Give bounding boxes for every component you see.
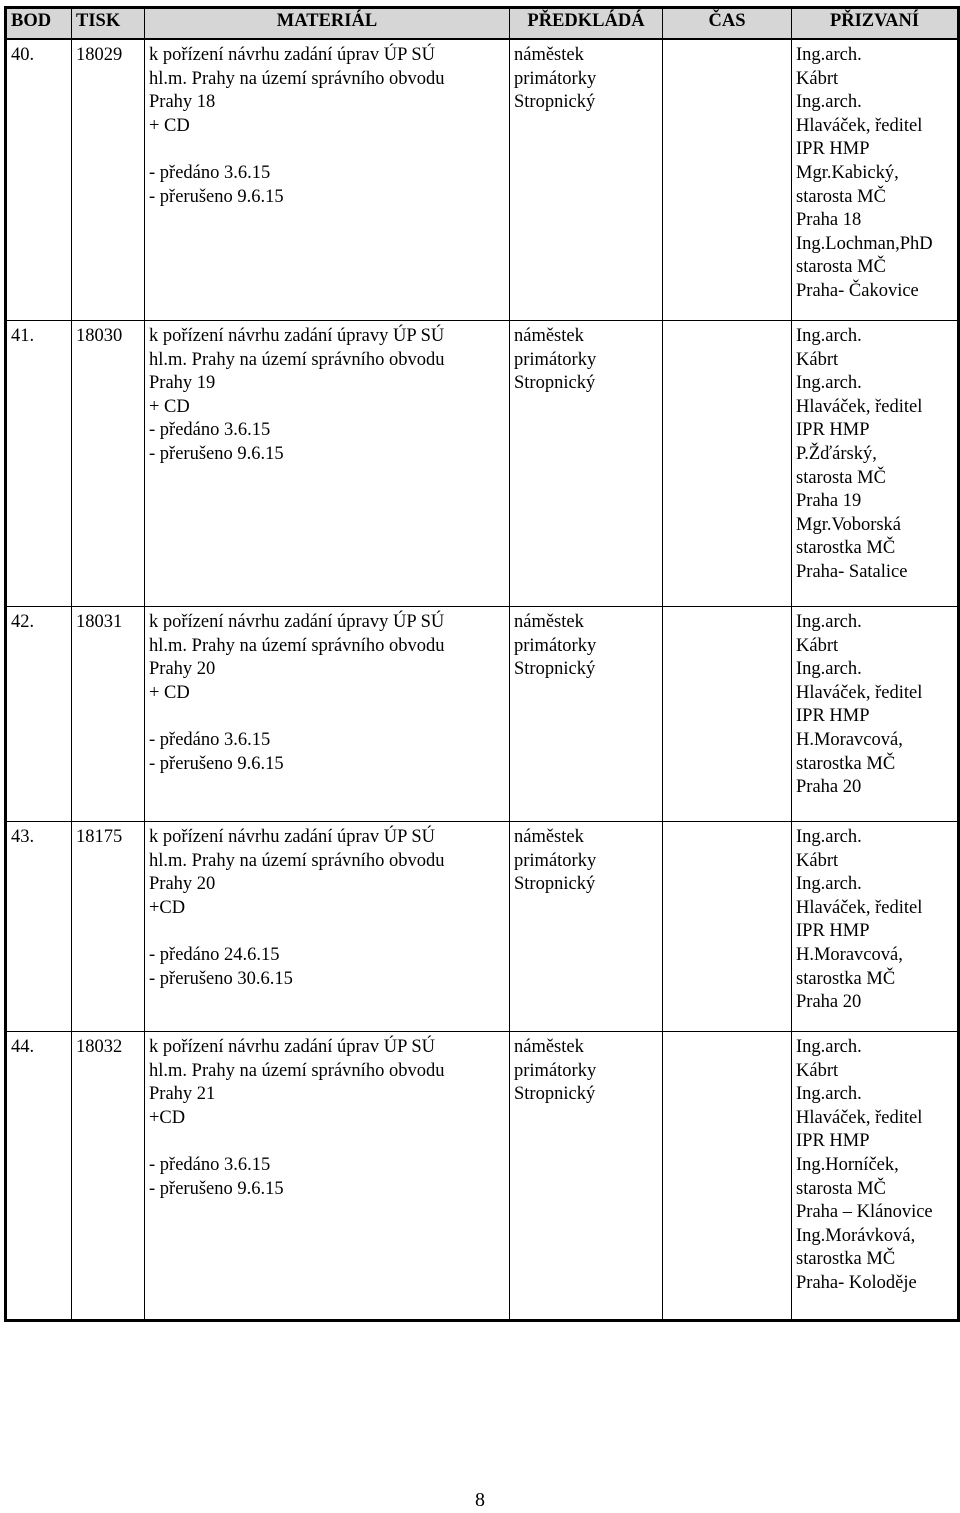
cell-line: Ing.arch. [796,92,862,113]
cell-line: - přerušeno 9.6.15 [149,753,284,774]
cell-line: Ing.arch. [796,326,862,346]
table-row [6,39,959,321]
cell-line: Prahy 21 [149,1084,216,1105]
cell-line: Ing.arch. [796,1084,862,1105]
cell-line: Prahy 20 [149,874,216,895]
cell-line: Stropnický [514,92,596,113]
cell-prizvani [792,607,959,822]
cell-cas [663,39,792,321]
cell-predklada [510,1032,663,1321]
cell-line: starostka MČ [796,753,896,774]
header-bod: BOD [6,8,72,40]
cell-line: hl.m. Prahy na území správního obvodu [149,349,445,370]
cell-line: - přerušeno 9.6.15 [149,1178,284,1199]
cell-line: + CD [149,115,190,136]
cell-line: Hlaváček, ředitel [796,396,923,417]
cell-line: - předáno 24.6.15 [149,944,280,965]
cell-tisk: 18032 [72,1032,145,1321]
cell-line: H.Moravcová, [796,944,903,965]
cell-line [149,1130,505,1154]
cell-material [145,1032,510,1321]
cell-cas [663,822,792,1032]
cell-line: Praha 18 [796,210,862,231]
table-row [6,1032,959,1321]
cell-line: primátorky [514,635,597,656]
table-header-row [6,8,959,40]
cell-line: Ing.Lochman,PhD [796,233,933,254]
cell-line: Stropnický [514,1084,596,1105]
cell-line: náměstek [514,612,584,632]
cell-line: k pořízení návrhu zadání úprav ÚP SÚ [149,1037,435,1057]
cell-line: Ing.Horníček, [796,1154,899,1175]
cell-line [149,705,505,729]
cell-line: Hlaváček, ředitel [796,897,923,918]
agenda-table [4,6,960,1322]
cell-line: hl.m. Prahy na území správního obvodu [149,1060,445,1081]
cell-line: - přerušeno 9.6.15 [149,186,284,207]
header-prizvani: PŘIZVANÍ [792,8,959,40]
cell-line: Ing.arch. [796,1037,862,1057]
cell-predklada [510,321,663,607]
cell-line: Hlaváček, ředitel [796,682,923,703]
cell-line [149,920,505,944]
cell-line: Stropnický [514,874,596,895]
cell-line [149,138,505,162]
cell-line: Prahy 18 [149,92,216,113]
cell-line: Ing.arch. [796,45,862,65]
cell-line: Ing.arch. [796,827,862,847]
cell-line: k pořízení návrhu zadání úprav ÚP SÚ [149,45,435,65]
cell-line: Kábrt [796,850,839,871]
cell-line: starosta MČ [796,186,886,207]
cell-line: Hlaváček, ředitel [796,1107,923,1128]
cell-line: k pořízení návrhu zadání úpravy ÚP SÚ [149,612,445,632]
cell-line: +CD [149,897,186,918]
cell-cas [663,607,792,822]
cell-bod: 41. [6,321,72,607]
cell-prizvani [792,321,959,607]
cell-line: Prahy 19 [149,373,216,394]
cell-line: H.Moravcová, [796,729,903,750]
cell-predklada [510,822,663,1032]
table-row [6,607,959,822]
cell-cas [663,1032,792,1321]
cell-line: náměstek [514,326,584,346]
cell-line: IPR HMP [796,420,870,441]
cell-line: Ing.arch. [796,612,862,632]
cell-bod: 40. [6,39,72,321]
cell-line: k pořízení návrhu zadání úpravy ÚP SÚ [149,326,445,346]
cell-line: Stropnický [514,373,596,394]
cell-tisk: 18029 [72,39,145,321]
cell-line: Praha- Koloděje [796,1272,917,1293]
cell-line: Ing.arch. [796,659,862,680]
cell-tisk: 18031 [72,607,145,822]
cell-material [145,39,510,321]
cell-line: primátorky [514,349,597,370]
cell-line: - předáno 3.6.15 [149,1154,271,1175]
cell-line: Kábrt [796,68,839,89]
cell-line: + CD [149,682,190,703]
table-row [6,822,959,1032]
header-cas: ČAS [663,8,792,40]
cell-line: Mgr.Kabický, [796,162,899,183]
cell-line: Praha – Klánovice [796,1202,933,1223]
cell-tisk: 18175 [72,822,145,1032]
cell-line: - předáno 3.6.15 [149,420,271,441]
cell-bod: 43. [6,822,72,1032]
cell-line: Mgr.Voborská [796,514,902,535]
cell-line: Praha 20 [796,777,862,798]
cell-line: Hlaváček, ředitel [796,115,923,136]
cell-line: Praha- Čakovice [796,280,919,301]
cell-line: Prahy 20 [149,659,216,680]
table-row [6,321,959,607]
cell-line: Ing.Morávková, [796,1225,916,1246]
cell-bod: 44. [6,1032,72,1321]
cell-line: + CD [149,396,190,417]
cell-material [145,822,510,1032]
page-number: 8 [475,1489,485,1511]
cell-line: Stropnický [514,659,596,680]
cell-line: - předáno 3.6.15 [149,162,271,183]
cell-line: IPR HMP [796,706,870,727]
cell-line: Praha 19 [796,491,862,512]
cell-line: P.Žďárský, [796,443,877,464]
cell-line: Kábrt [796,635,839,656]
cell-line: náměstek [514,45,584,65]
cell-line: hl.m. Prahy na území správního obvodu [149,635,445,656]
cell-line: Kábrt [796,349,839,370]
header-tisk: TISK [72,8,145,40]
cell-predklada [510,39,663,321]
cell-material [145,607,510,822]
cell-line: starostka MČ [796,1249,896,1270]
cell-line: - předáno 3.6.15 [149,729,271,750]
cell-line: hl.m. Prahy na území správního obvodu [149,850,445,871]
cell-line: starosta MČ [796,1178,886,1199]
cell-line: IPR HMP [796,1131,870,1152]
cell-line: Kábrt [796,1060,839,1081]
cell-line: starosta MČ [796,257,886,278]
cell-line: primátorky [514,850,597,871]
cell-line: Praha 20 [796,992,862,1013]
cell-line: náměstek [514,827,584,847]
cell-prizvani [792,1032,959,1321]
cell-prizvani [792,39,959,321]
cell-line: Ing.arch. [796,373,862,394]
cell-material [145,321,510,607]
cell-cas [663,321,792,607]
cell-line: hl.m. Prahy na území správního obvodu [149,68,445,89]
cell-line: primátorky [514,1060,597,1081]
cell-line: náměstek [514,1037,584,1057]
cell-line: - přerušeno 30.6.15 [149,968,293,989]
cell-prizvani [792,822,959,1032]
cell-line: starostka MČ [796,538,896,559]
cell-predklada [510,607,663,822]
cell-tisk: 18030 [72,321,145,607]
cell-line: k pořízení návrhu zadání úprav ÚP SÚ [149,827,435,847]
cell-line: Praha- Satalice [796,561,908,582]
cell-line: Ing.arch. [796,874,862,895]
cell-line: primátorky [514,68,597,89]
cell-bod: 42. [6,607,72,822]
cell-line: +CD [149,1107,186,1128]
agenda-body [6,39,959,1321]
header-material: MATERIÁL [145,8,510,40]
cell-line: starostka MČ [796,968,896,989]
header-predklada: PŘEDKLÁDÁ [510,8,663,40]
cell-line: IPR HMP [796,921,870,942]
cell-line: - přerušeno 9.6.15 [149,443,284,464]
cell-line: starosta MČ [796,467,886,488]
cell-line: IPR HMP [796,139,870,160]
